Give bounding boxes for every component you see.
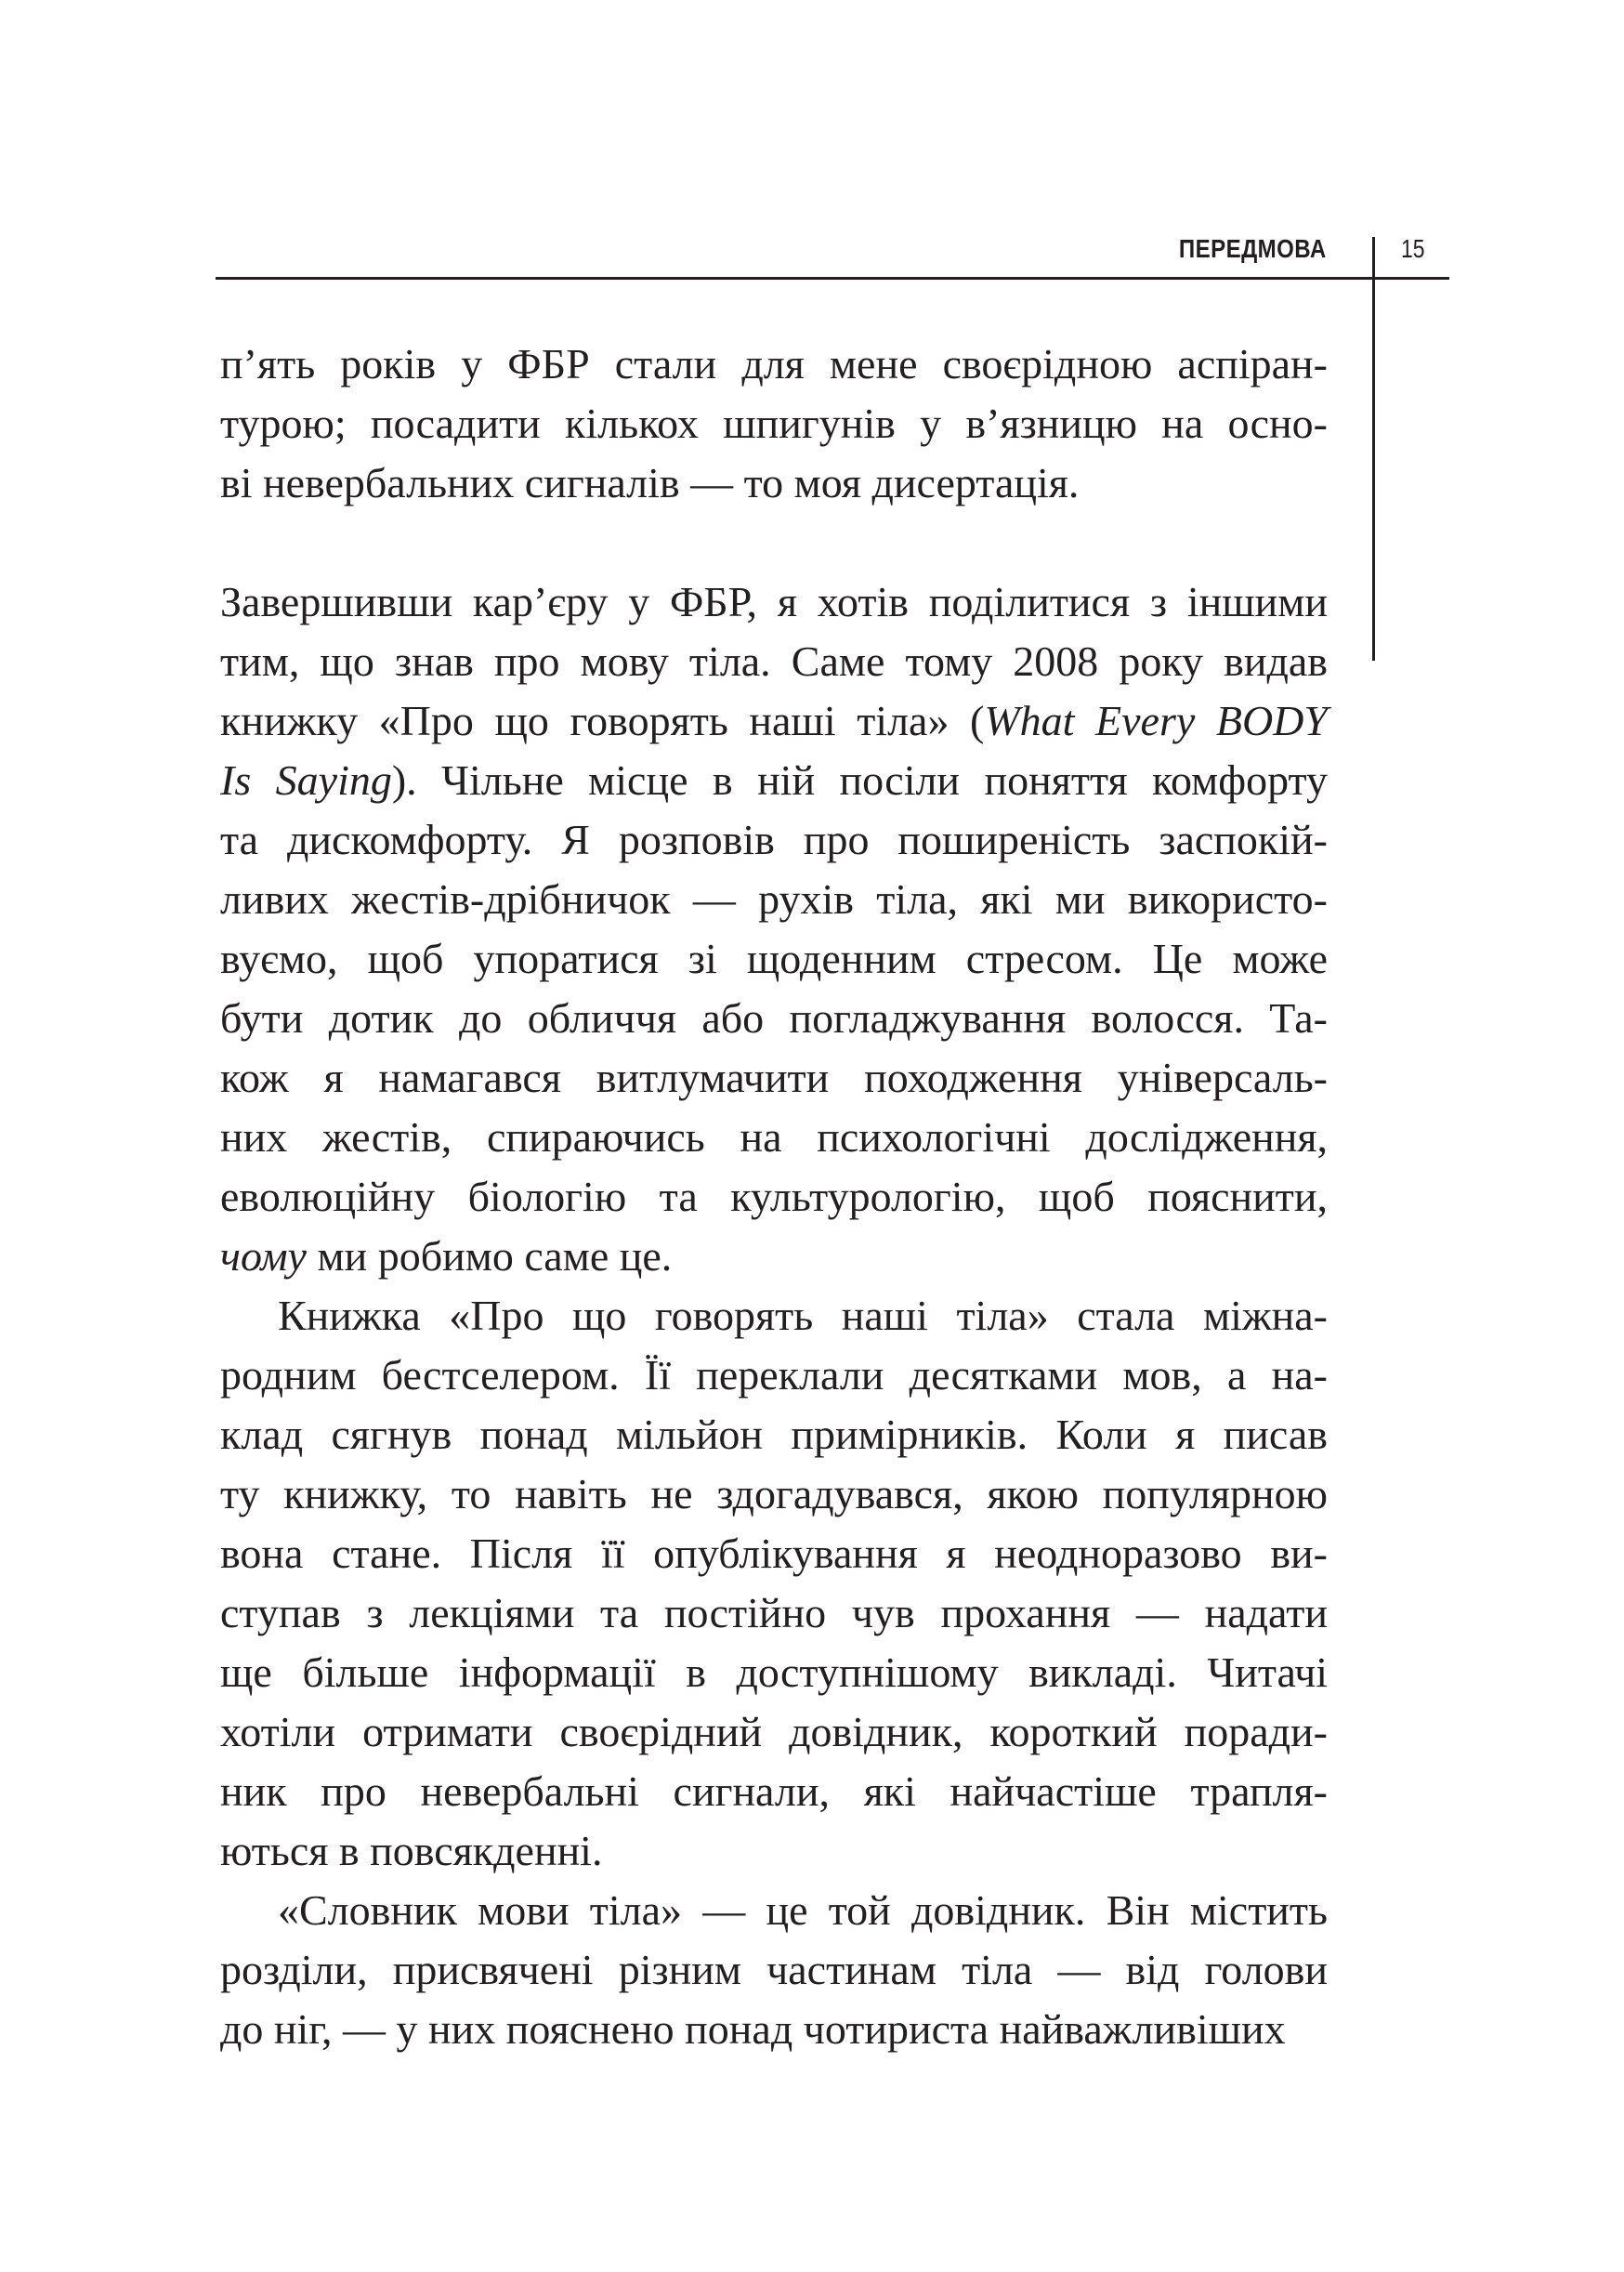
page-number: 15 <box>1401 234 1425 263</box>
text-run: них жестів, спираючись на психологічні дослідження, <box>220 1113 1328 1161</box>
text-line <box>220 2000 1328 2059</box>
text-line <box>220 1940 1328 2000</box>
text-line <box>220 751 1328 810</box>
text-run: ще більше інформації в доступнішому викладі. Читачі <box>220 1648 1328 1696</box>
text-run: ються в повсякденні. <box>220 1827 603 1874</box>
text-line <box>220 1405 1328 1464</box>
text-line <box>220 1524 1328 1583</box>
text-run: книжку «Про що говорять наші тіла» ( <box>220 697 985 744</box>
text-run: ник про невербальні сигнали, які найчастіше трапля- <box>220 1767 1328 1815</box>
running-header-title: ПЕРЕДМОВА <box>1179 234 1327 263</box>
text-run: та дискомфорту. Я розповів про поширеність заспокій- <box>220 816 1328 863</box>
text-run: до ніг, — у них пояснено понад чотириста найважливіших <box>220 2005 1286 2053</box>
text-line <box>220 572 1328 632</box>
text-run: ми робимо саме це. <box>306 1232 673 1280</box>
text-run: турою; посадити кількох шпигунів у в’язницю на осно- <box>220 400 1328 447</box>
text-run: ливих жестів-дрібничок — рухів тіла, які ми використо- <box>220 875 1328 923</box>
text-line <box>220 453 1328 513</box>
text-line <box>220 1881 1328 1940</box>
text-line <box>220 1108 1328 1167</box>
text-line <box>220 870 1328 929</box>
text-run: вона стане. Після її опублікування я неодноразово ви- <box>220 1530 1328 1577</box>
text-run: п’ять років у ФБР стали для мене своєрідною аспіран- <box>220 340 1328 387</box>
text-run: ві невербальних сигналів — то моя дисертація. <box>220 459 1080 506</box>
text-line <box>220 1227 1328 1286</box>
italic-text: чому <box>220 1232 307 1280</box>
text-line <box>220 989 1328 1048</box>
text-run: Книжка «Про що говорять наші тіла» стала міжна- <box>278 1292 1328 1339</box>
text-run: кож я намагався витлумачити походження універсаль- <box>220 1054 1328 1101</box>
text-run: ). Чільне місце в ній посіли поняття комфорту <box>391 756 1328 804</box>
italic-text: Is Saying <box>220 756 392 804</box>
text-line <box>220 929 1328 989</box>
text-line <box>220 1346 1328 1405</box>
text-line <box>220 1821 1328 1881</box>
text-line <box>220 1286 1328 1346</box>
text-run: бути дотик до обличчя або погладжування волосся. Та- <box>220 994 1328 1042</box>
text-run: ступав з лекціями та постійно чув прохання — надати <box>220 1589 1328 1636</box>
text-run: клад сягнув понад мільйон примірників. Коли я писав <box>220 1411 1328 1458</box>
text-line <box>220 632 1328 691</box>
text-line <box>220 1643 1328 1702</box>
text-run: родним бестселером. Її переклали десятками мов, а на- <box>220 1351 1328 1399</box>
text-run: еволюційну біологію та культурологію, щоб пояснити, <box>220 1173 1328 1220</box>
text-line <box>220 1464 1328 1524</box>
text-line <box>220 1167 1328 1227</box>
text-line <box>220 394 1328 453</box>
text-run: «Словник мови тіла» — це той довідник. Він містить <box>278 1886 1328 1934</box>
text-run: хотіли отримати своєрідний довідник, короткий поради- <box>220 1708 1328 1755</box>
text-line <box>220 1702 1328 1762</box>
header-horizontal-rule <box>216 277 1449 280</box>
header-vertical-divider <box>1372 237 1375 661</box>
text-line <box>220 1762 1328 1821</box>
text-run: розділи, присвячені різним частинам тіла — від голови <box>220 1946 1328 1993</box>
text-line <box>220 1583 1328 1643</box>
text-run: тим, що знав про мову тіла. Саме тому 2008 року видав <box>220 637 1328 685</box>
text-run: вуємо, щоб упоратися зі щоденним стресом. Це може <box>220 935 1328 982</box>
text-run: Завершивши кар’єру у ФБР, я хотів поділитися з іншими <box>220 578 1328 625</box>
text-line <box>220 691 1328 751</box>
text-line <box>220 1048 1328 1108</box>
text-line <box>220 810 1328 870</box>
italic-text: What Every BODY <box>984 697 1328 744</box>
text-line <box>220 335 1328 394</box>
text-run: ту книжку, то навіть не здогадувався, якою популярною <box>220 1470 1328 1517</box>
